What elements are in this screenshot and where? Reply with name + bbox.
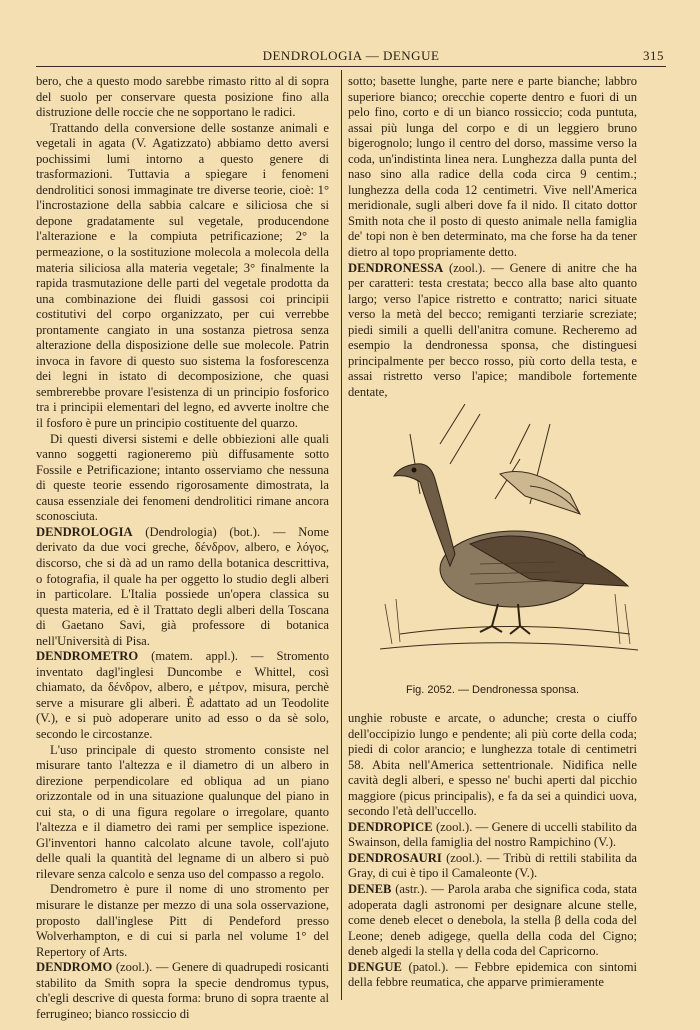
text-paragraph xyxy=(348,711,637,820)
entry-paragraph xyxy=(348,820,637,851)
paragraph-text: (astr.). — Parola araba che significa coda, stata adoperata dagli astronomi per designare alcune stelle, come deneb elecet o denebola, la stella β della coda del Leone; deneb adigege, quella della coda del Cigno; deneb algedi la stella γ della coda del Capricorno. xyxy=(348,882,637,959)
entry-paragraph xyxy=(348,960,637,991)
entry-headword: DENDROPICE xyxy=(348,819,433,834)
entry-paragraph xyxy=(36,649,329,742)
text-paragraph xyxy=(36,432,329,525)
right-column-bottom xyxy=(348,711,637,991)
paragraph-text: sotto; basette lunghe, parte nere e parte bianche; labbro superiore bianco; orecchie coperte dentro e fuori di un pelo fino, corto e di un bianco rossiccio; coda puntuta, assai più lunga del corpo e di un leggiero bruno bigerognolo; lungo il centro del dorso, massime verso la coda, un'indistinta linea nera. Lunghezza dalla punta del naso sino alla radice della coda circa 9 centim.; lunghezza della coda 12 centimetri. Vive nell'America meridionale, sugli alberi dove fa il nido. Il citato dottor Smith nota che il posto di questo animale nella famiglia de' topi non è ben determinato, ma che forse ha da tener dietro al topo propriamente detto. xyxy=(348,74,637,260)
paragraph-text: Trattando della conversione delle sostanze animali e vegetali in agata (V. Agatizzato) abbiamo detto aversi pochissimi lumi intorno a questo genere di trasformazioni. Tuttavia a spiegare i fenomeni dendrolitici sonosi immaginate tre diverse teorie, cioè: 1° l'incrostazione della sabbia calcare e siliciosa che si depone gradatamente sul vegetale, producendone l'alterazione e la compiuta petrificazione; 2° la permeazione, o la sostituzione molecola a molecola della materia siliciosa alla materia vegetale; 3° finalmente la rapida trasmutazione delle parti del vegetale prodotta da una combinazione dei fluidi gassosi coi principii costitutivi del corpo organizzato, per cui verrebbe prontamente cangiato in una sostanza pietrosa senza alterazione della disposizione delle sue molecole. Patrin invoca in favore di questo suo sistema la fosforescenza dei legni in istato di decomposizione, che quasi sembrerebbe provare l'esistenza di un principio fosforico tra i principii elementari del legno, ed avverte inoltre che il fosforo è pure un principio costituente del quarzo. xyxy=(36,120,329,431)
right-column-top xyxy=(348,74,637,400)
running-title: DENDROLOGIA — DENGUE xyxy=(262,48,440,63)
entry-headword: DENDROMO xyxy=(36,960,113,975)
paragraph-text: Di questi diversi sistemi e delle obbiezioni alle quali vanno soggetti ragioneremo più diffusamente sotto Fossile e Petrificazione; intanto osserviamo che nessuna di queste teorie essendo rigorosamente dimostrata, la causa essenziale dei fenomeni dendrolitici rimane ancora sconosciuta. xyxy=(36,431,329,524)
paragraph-text: unghie robuste e arcate, o adunche; cresta o ciuffo dell'occipizio lungo e pendente; ali più corte della coda; piedi di color arancio; e lunghezza totale di centimetri 58. Abita nell'America settentrionale. Nidifica nelle cavità degli alberi, e spesso ne' buchi aperti dal picchio maggiore (picus principalis), e fa da sei a quindici uova, secondo l'età dell'uccello. xyxy=(348,711,637,819)
entry-paragraph xyxy=(348,261,637,401)
text-paragraph xyxy=(36,743,329,883)
column-divider xyxy=(341,70,342,1000)
paragraph-text: (zool.). — Tribù di rettili stabilita da Gray, di cui è tipo il Camaleonte (V.). xyxy=(348,850,637,881)
entry-headword: DENDROMETRO xyxy=(36,649,139,664)
page-number: 315 xyxy=(643,48,664,63)
left-column xyxy=(36,74,329,1022)
paragraph-text: bero, che a questo modo sarebbe rimasto ritto al di sopra del suolo per conservare questa posizione fino alla distruzione delle roccie che ne sopportano le radici. xyxy=(36,74,329,120)
entry-headword: DENEB xyxy=(348,882,392,897)
entry-headword: DENDRONESSA xyxy=(348,260,444,275)
paragraph-text: Dendrometro è pure il nome di uno stromento per misurare le distanze per mezzo di una sola osservazione, proposto dall'inglese Pitt di Pendeford presso Wolverhampton, e di cui si parla nel volume 1° del Repertory of Arts. xyxy=(36,882,329,959)
text-paragraph xyxy=(348,74,637,261)
entry-paragraph xyxy=(348,882,637,960)
entry-paragraph xyxy=(36,960,329,1022)
paragraph-text: (zool.). — Genere di uccelli stabilito da Swainson, della famiglia del nostro Rampichino (V.). xyxy=(348,819,637,850)
paragraph-text: (patol.). — Febbre epidemica con sintomi della febbre reumatica, che apparve primieramente xyxy=(348,959,637,990)
paragraph-text: (matem. appl.). — Stromento inventato dagl'inglesi Duncombe e Whittel, così chiamato, da δένδρον, albero, e μέτρον, misura, perchè serve a misurare gli alberi. È adattato ad un Teodolite (V.), e si può adoperare unito ad esso o da sè solo, secondo le circostanze. xyxy=(36,649,329,741)
text-paragraph xyxy=(36,121,329,432)
entry-headword: DENDROSAURI xyxy=(348,850,442,865)
running-head xyxy=(36,46,666,67)
entry-headword: DENGUE xyxy=(348,959,402,974)
paragraph-text: (Dendrologia) (bot.). — Nome derivato da due voci greche, δένδρον, albero, e λόγος, discorso, che si dà ad un ramo della botanica descrittiva, o fotografia, il quale ha per oggetto lo studio degli alberi in particolare. L'Italia possiede un'opera classica su questa materia, ed è il Trattato degli alberi della Toscana di Gaetano Savi, già professore di botanica nell'Università di Pisa. xyxy=(36,524,329,648)
duck-illustration xyxy=(380,404,640,666)
text-paragraph xyxy=(36,882,329,960)
entry-paragraph xyxy=(36,525,329,649)
figure-caption: Fig. 2052. — Dendronessa sponsa. xyxy=(405,684,580,696)
entry-headword: DENDROLOGIA xyxy=(36,524,133,539)
entry-paragraph xyxy=(348,851,637,882)
paragraph-text: L'uso principale di questo stromento consiste nel misurare tanto l'altezza e il diametro di un albero in direzione perpendicolare ed obliqua ad un piano orizzontale od in una situazione qualunque del piano in cui sta, o di una figura regolare o irregolare, quanto l'altezza e il diametro dei rami per semplice ispezione. Gl'inventori hanno calcolato alcune tavole, coll'ajuto delle quali la quantità del legname di un albero si può rilevare senza calcolo e senza uso del compasso a regolo. xyxy=(36,742,329,881)
paragraph-text: (zool.). — Genere di quadrupedi rosicanti stabilito da Smith sopra la specie dendromus typus, ch'egli descrive di questa forma: bruno di sopra traente al ferrugineo; bianco rossiccio di xyxy=(36,960,329,1021)
paragraph-text: (zool.). — Genere di anitre che ha per caratteri: testa crestata; becco alla base alto quanto largo; verso l'apice ristretto e contratto; narici situate verso la metà del becco; remiganti terziarie screziate; piedi simili a quelli dell'anitra comune. Recheremo ad esempio la dendronessa sponsa, che distinguesi principalmente per becco rosso, più corto della testa, e assai ristretto verso l'apice; mandibole fortemente dentate, xyxy=(348,260,637,399)
text-paragraph xyxy=(36,74,329,121)
